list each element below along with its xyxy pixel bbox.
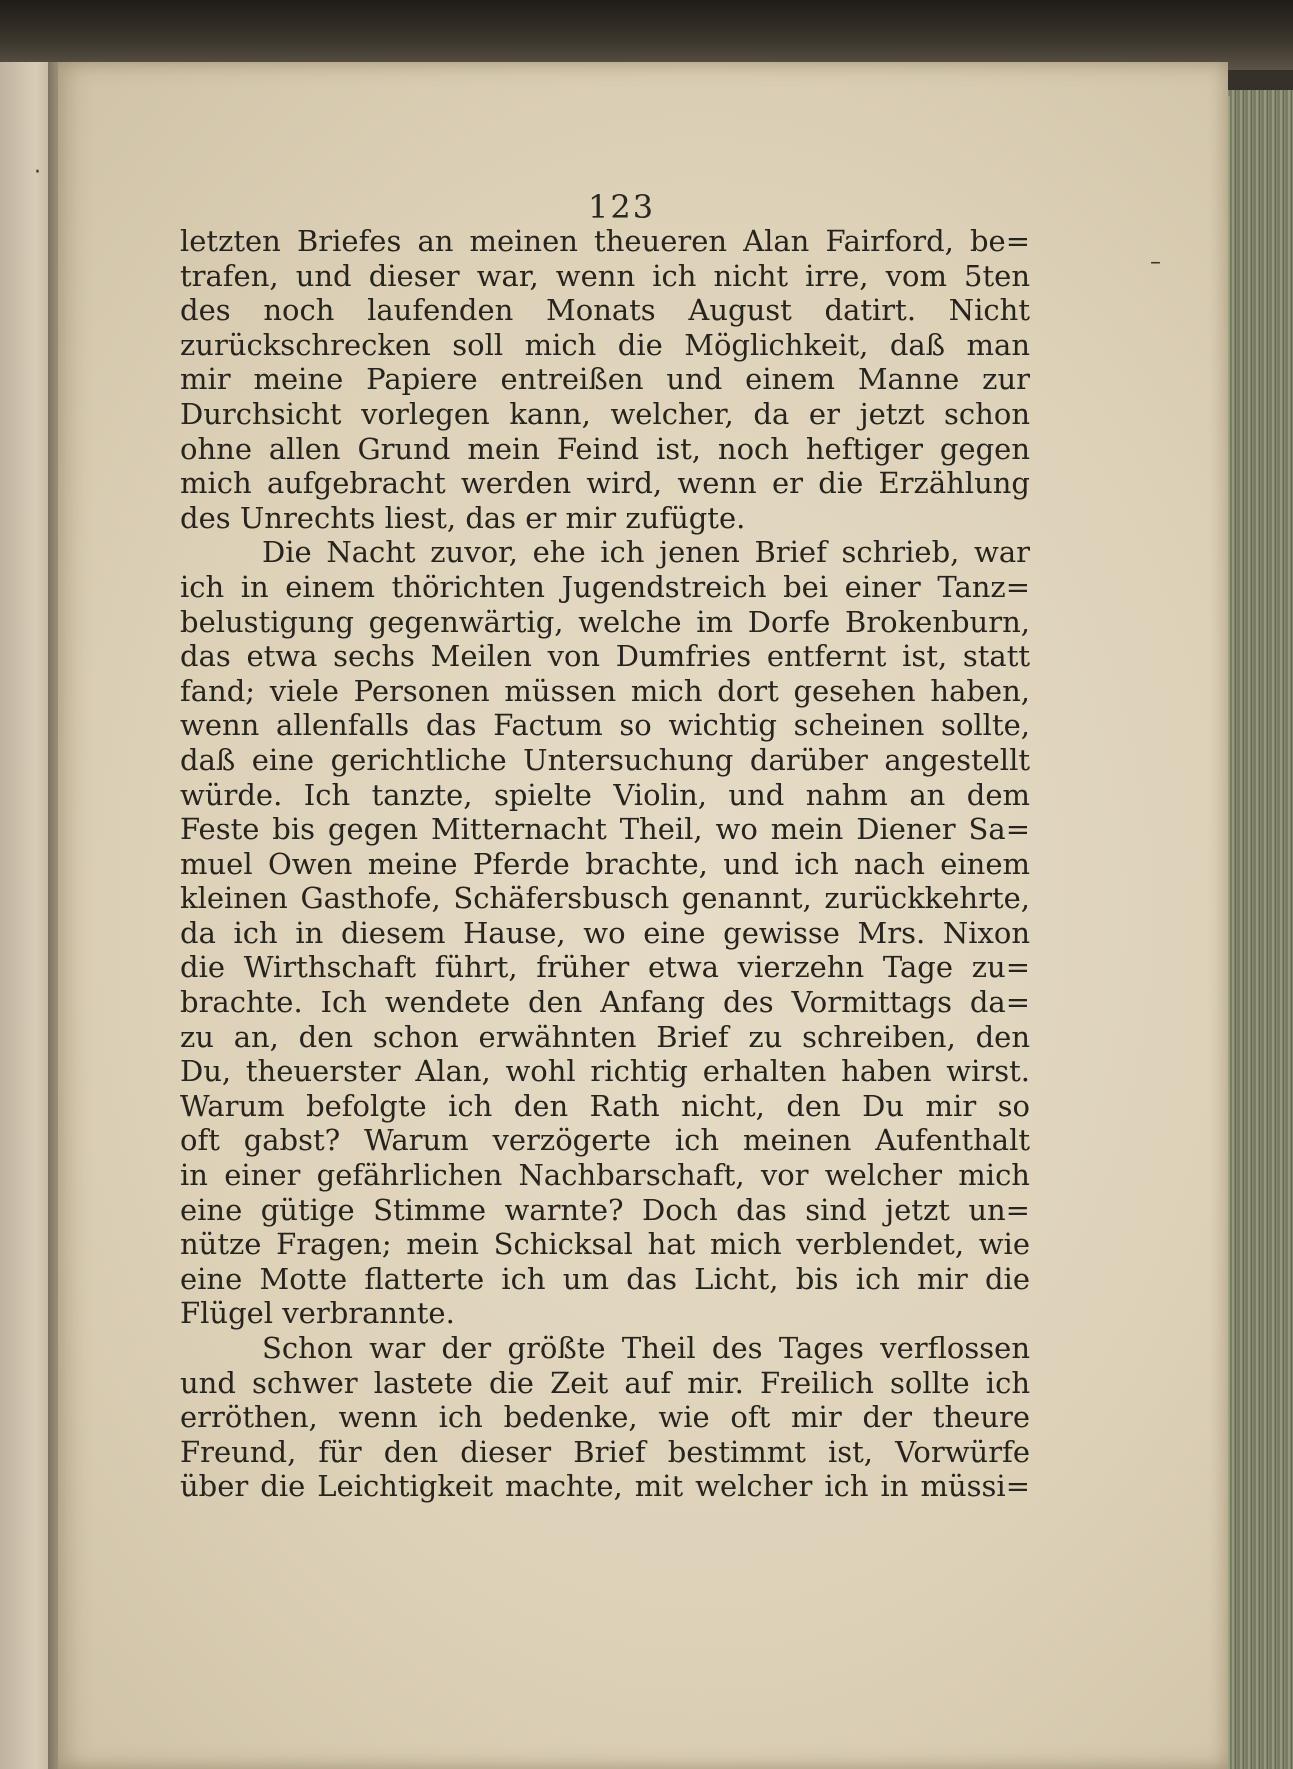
text-line: Freund, für den dieser Brief bestimmt ist, Vorwürfe — [180, 1434, 1030, 1469]
text-line: zurückschrecken soll mich die Möglichkeit, daß man — [180, 327, 1030, 362]
text-line: des noch laufenden Monats August datirt. Nicht — [180, 293, 1030, 328]
paragraph-start-line: Schon war der größte Theil des Tages verflossen — [262, 1331, 1030, 1365]
text-line: ohne allen Grund mein Feind ist, noch heftiger gegen — [180, 431, 1030, 466]
text-line: die Wirthschaft führt, früher etwa vierzehn Tage zu= — [180, 950, 1030, 985]
text-line: daß eine gerichtliche Untersuchung darüber angestellt — [180, 742, 1030, 777]
book-binding — [0, 0, 1293, 70]
text-line: belustigung gegenwärtig, welche im Dorfe Brokenburn, — [180, 604, 1030, 639]
text-line: eine Motte flatterte ich um das Licht, bis ich mir die — [180, 1261, 1030, 1296]
text-line: des Unrechts liest, das er mir zufügte. — [180, 500, 746, 535]
page-number: 123 — [588, 188, 656, 226]
text-line: fand; viele Personen müssen mich dort gesehen haben, — [180, 673, 1030, 708]
text-line: zu an, den schon erwähnten Brief zu schreiben, den — [180, 1019, 1030, 1054]
text-line: Du, theuerster Alan, wohl richtig erhalten haben wirst. — [180, 1054, 1030, 1089]
text-line: in einer gefährlichen Nachbarschaft, vor welcher mich — [180, 1158, 1030, 1193]
page-block-edges — [1228, 90, 1293, 1769]
text-line: Feste bis gegen Mitternacht Theil, wo mein Diener Sa= — [180, 812, 1030, 847]
text-line: Warum befolgte ich den Rath nicht, den Du mir so — [180, 1088, 1030, 1123]
text-line: ich in einem thörichten Jugendstreich bei einer Tanz= — [180, 569, 1030, 604]
text-line: Flügel verbrannte. — [180, 1296, 455, 1331]
margin-tick-mark: · — [34, 160, 41, 185]
text-line: würde. Ich tanzte, spielte Violin, und nahm an dem — [180, 777, 1030, 812]
text-line: wenn allenfalls das Factum so wichtig scheinen sollte, — [180, 708, 1030, 743]
text-line: trafen, und dieser war, wenn ich nicht irre, vom 5ten — [180, 258, 1030, 293]
text-line: Durchsicht vorlegen kann, welcher, da er jetzt schon — [180, 396, 1030, 431]
text-line: mir meine Papiere entreißen und einem Manne zur — [180, 362, 1030, 397]
text-line: über die Leichtigkeit machte, mit welcher ich in müssi= — [180, 1469, 1030, 1504]
text-line: erröthen, wenn ich bedenke, wie oft mir der theure — [180, 1400, 1030, 1435]
text-line: oft gabst? Warum verzögerte ich meinen Aufenthalt — [180, 1123, 1030, 1158]
text-line: letzten Briefes an meinen theueren Alan Fairford, be= — [180, 224, 1030, 258]
text-line: brachte. Ich wendete den Anfang des Vormittags da= — [180, 985, 1030, 1020]
paragraph-start-line: Die Nacht zuvor, ehe ich jenen Brief schrieb, war — [262, 535, 1030, 570]
text-line: kleinen Gasthofe, Schäfersbusch genannt, zurückkehrte, — [180, 881, 1030, 916]
text-line: und schwer lastete die Zeit auf mir. Freilich sollte ich — [180, 1365, 1030, 1400]
text-line: nütze Fragen; mein Schicksal hat mich verblendet, wie — [180, 1227, 1030, 1262]
text-line: da ich in diesem Hause, wo eine gewisse Mrs. Nixon — [180, 915, 1030, 950]
text-line: mich aufgebracht werden wird, wenn er die Erzählung — [180, 466, 1030, 501]
margin-dash-mark: – — [1150, 250, 1161, 275]
text-line: eine gütige Stimme warnte? Doch das sind jetzt un= — [180, 1192, 1030, 1227]
body-text — [180, 224, 1030, 1504]
text-line: muel Owen meine Pferde brachte, und ich nach einem — [180, 846, 1030, 881]
text-line: das etwa sechs Meilen von Dumfries entfernt ist, statt — [180, 639, 1030, 674]
